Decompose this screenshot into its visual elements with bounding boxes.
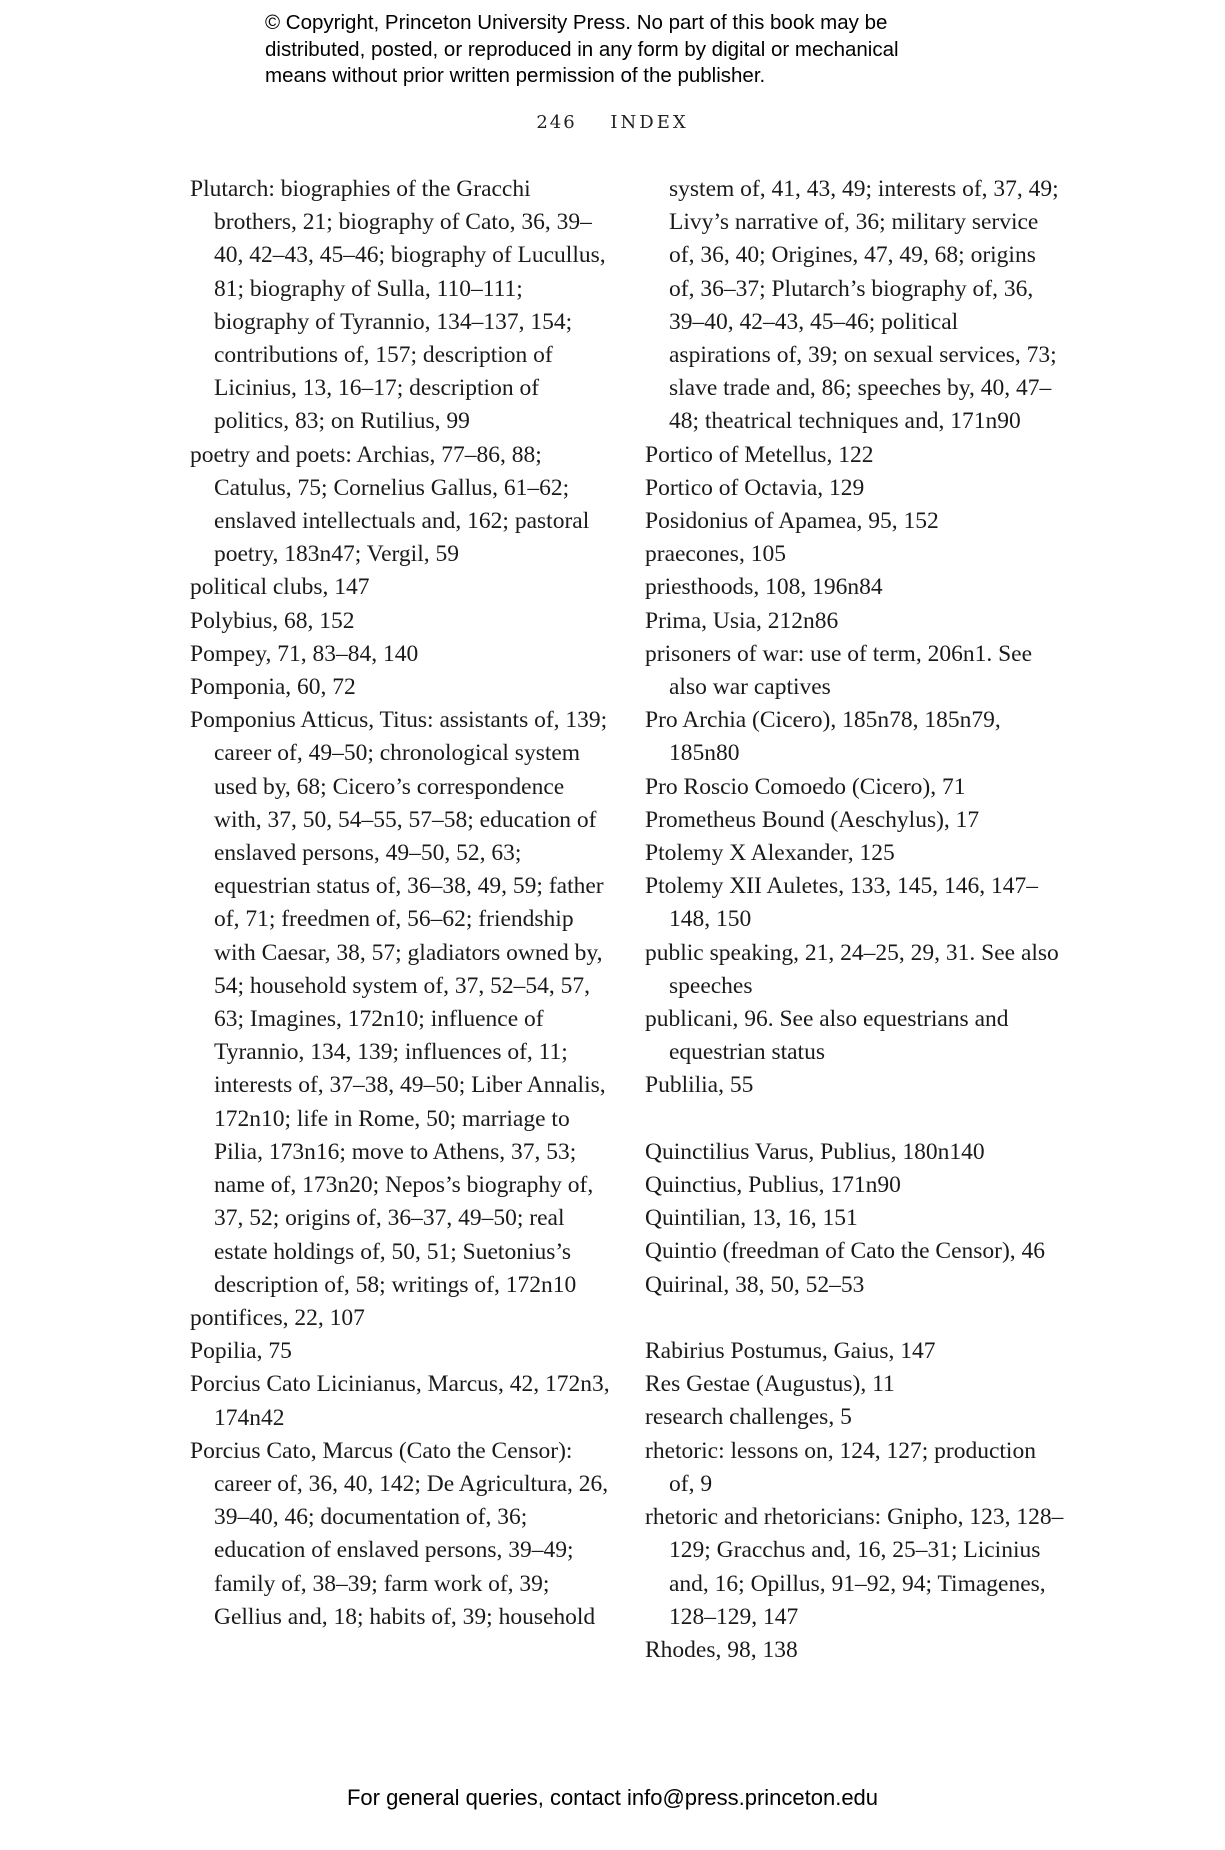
- index-entry: Pro Roscio Comoedo (Cicero), 71: [645, 773, 966, 800]
- index-entry: Pro Archia (Cicero), 185n78, 185n79, 185n80: [645, 707, 1001, 767]
- index-entry: Popilia, 75: [190, 1338, 292, 1365]
- index-entry: Publilia, 55: [645, 1072, 754, 1099]
- index-entry: rhetoric and rhetoricians: Gnipho, 123, 128–129; Gracchus and, 16, 25–31; Licinius and, 16; Opillus, 91–92, 94; Timagenes, 128–129, 147: [645, 1504, 1064, 1630]
- page-number: 246: [536, 112, 577, 133]
- index-entry: Polybius, 68, 152: [190, 607, 355, 634]
- index-entry: Portico of Metellus, 122: [645, 441, 874, 468]
- index-entry: publicani, 96. See also equestrians and equestrian status: [645, 1006, 1009, 1066]
- index-entry: praecones, 105: [645, 541, 786, 568]
- index-entry: rhetoric: lessons on, 124, 127; production of, 9: [645, 1437, 1036, 1497]
- copyright-line: means without prior written permission of the publisher.: [265, 64, 766, 87]
- index-entry: Porcius Cato Licinianus, Marcus, 42, 172n3, 174n42: [190, 1371, 610, 1431]
- index-entry: Res Gestae (Augustus), 11: [645, 1371, 895, 1398]
- index-entry: Quintilian, 13, 16, 151: [645, 1205, 858, 1232]
- copyright-line: distributed, posted, or reproduced in any form by digital or mechanical: [265, 37, 899, 61]
- index-entry: Quintio (freedman of Cato the Censor), 46: [645, 1238, 1046, 1265]
- index-entry: research challenges, 5: [645, 1404, 852, 1431]
- section-title: INDEX: [610, 112, 689, 133]
- index-entry: Pompey, 71, 83–84, 140: [190, 640, 419, 667]
- index-entry: pontifices, 22, 107: [190, 1304, 365, 1331]
- running-head: [0, 112, 1225, 133]
- index-entry: Plutarch: biographies of the Gracchi brothers, 21; biography of Cato, 36, 39–40, 42–43, 45–46; biography of Lucullus, 81; biography of Sulla, 110–111; biography of Tyrannio, 134–137, 154; contributions of, 157; description of Licinius, 13, 16–17; description of politics, 83; on Rutilius, 99: [190, 176, 606, 435]
- index-entry-continued: system of, 41, 43, 49; interests of, 37, 49; Livy’s narrative of, 36; military service of, 36, 40; Origines, 47, 49, 68; origins of, 36–37; Plutarch’s biography of, 36, 39–40, 42–43, 45–46; political aspirations of, 39; on sexual services, 73; slave trade and, 86; speeches by, 40, 47–48; theatrical techniques and, 171n90: [669, 176, 1059, 435]
- footer-contact: For general queries, contact info@press.princeton.edu: [346, 1785, 879, 1810]
- index-entry: priesthoods, 108, 196n84: [645, 574, 883, 601]
- index-entry: Portico of Octavia, 129: [645, 474, 865, 501]
- copyright-notice: [265, 10, 1025, 90]
- index-entry: Prometheus Bound (Aeschylus), 17: [645, 806, 980, 833]
- index-entry: Quinctilius Varus, Publius, 180n140: [645, 1138, 985, 1165]
- index-column-right: [645, 173, 1065, 1667]
- copyright-line: © Copyright, Princeton University Press. No part of this book may be: [265, 11, 888, 34]
- index-entry: Ptolemy X Alexander, 125: [645, 840, 895, 867]
- index-column-left: [190, 173, 610, 1634]
- index-entry: Porcius Cato, Marcus (Cato the Censor): career of, 36, 40, 142; De Agricultura, 26, 39–40, 46; documentation of, 36; education of enslaved persons, 39–49; family of, 38–39; farm work of, 39; Gellius and, 18; habits of, 39; household: [190, 1437, 609, 1630]
- index-entry: Rabirius Postumus, Gaius, 147: [645, 1338, 936, 1365]
- index-entry: poetry and poets: Archias, 77–86, 88; Catulus, 75; Cornelius Gallus, 61–62; enslaved intellectuals and, 162; pastoral poetry, 183n47; Vergil, 59: [190, 441, 590, 568]
- index-entry: political clubs, 147: [190, 574, 370, 601]
- letter-group-gap: [645, 1103, 1065, 1136]
- index-entry: Ptolemy XII Auletes, 133, 145, 146, 147–148, 150: [645, 873, 1038, 933]
- index-entry: Pomponius Atticus, Titus: assistants of, 139; career of, 49–50; chronological system used by, 68; Cicero’s correspondence with, 37, 50, 54–55, 57–58; education of enslaved persons, 49–50, 52, 63; equestrian status of, 36–38, 49, 59; father of, 71; freedmen of, 56–62; friendship with Caesar, 38, 57; gladiators owned by, 54; household system of, 37, 52–54, 57, 63; Imagines, 172n10; influence of Tyrannio, 134, 139; influences of, 11; interests of, 37–38, 49–50; Liber Annalis, 172n10; life in Rome, 50; marriage to Pilia, 173n16; move to Athens, 37, 53; name of, 173n20; Nepos’s biography of, 37, 52; origins of, 36–37, 49–50; real estate holdings of, 50, 51; Suetonius’s description of, 58; writings of, 172n10: [190, 707, 608, 1298]
- index-entry: Prima, Usia, 212n86: [645, 607, 839, 634]
- index-entry: Posidonius of Apamea, 95, 152: [645, 508, 939, 535]
- index-entry: public speaking, 21, 24–25, 29, 31. See also speeches: [645, 939, 1059, 999]
- index-entry: Rhodes, 98, 138: [645, 1636, 798, 1663]
- index-entry: prisoners of war: use of term, 206n1. See also war captives: [645, 640, 1033, 701]
- index-entry: Quinctius, Publius, 171n90: [645, 1172, 901, 1199]
- index-entry: Pomponia, 60, 72: [190, 674, 356, 701]
- index-entry: Quirinal, 38, 50, 52–53: [645, 1271, 865, 1298]
- letter-group-gap: [645, 1302, 1065, 1335]
